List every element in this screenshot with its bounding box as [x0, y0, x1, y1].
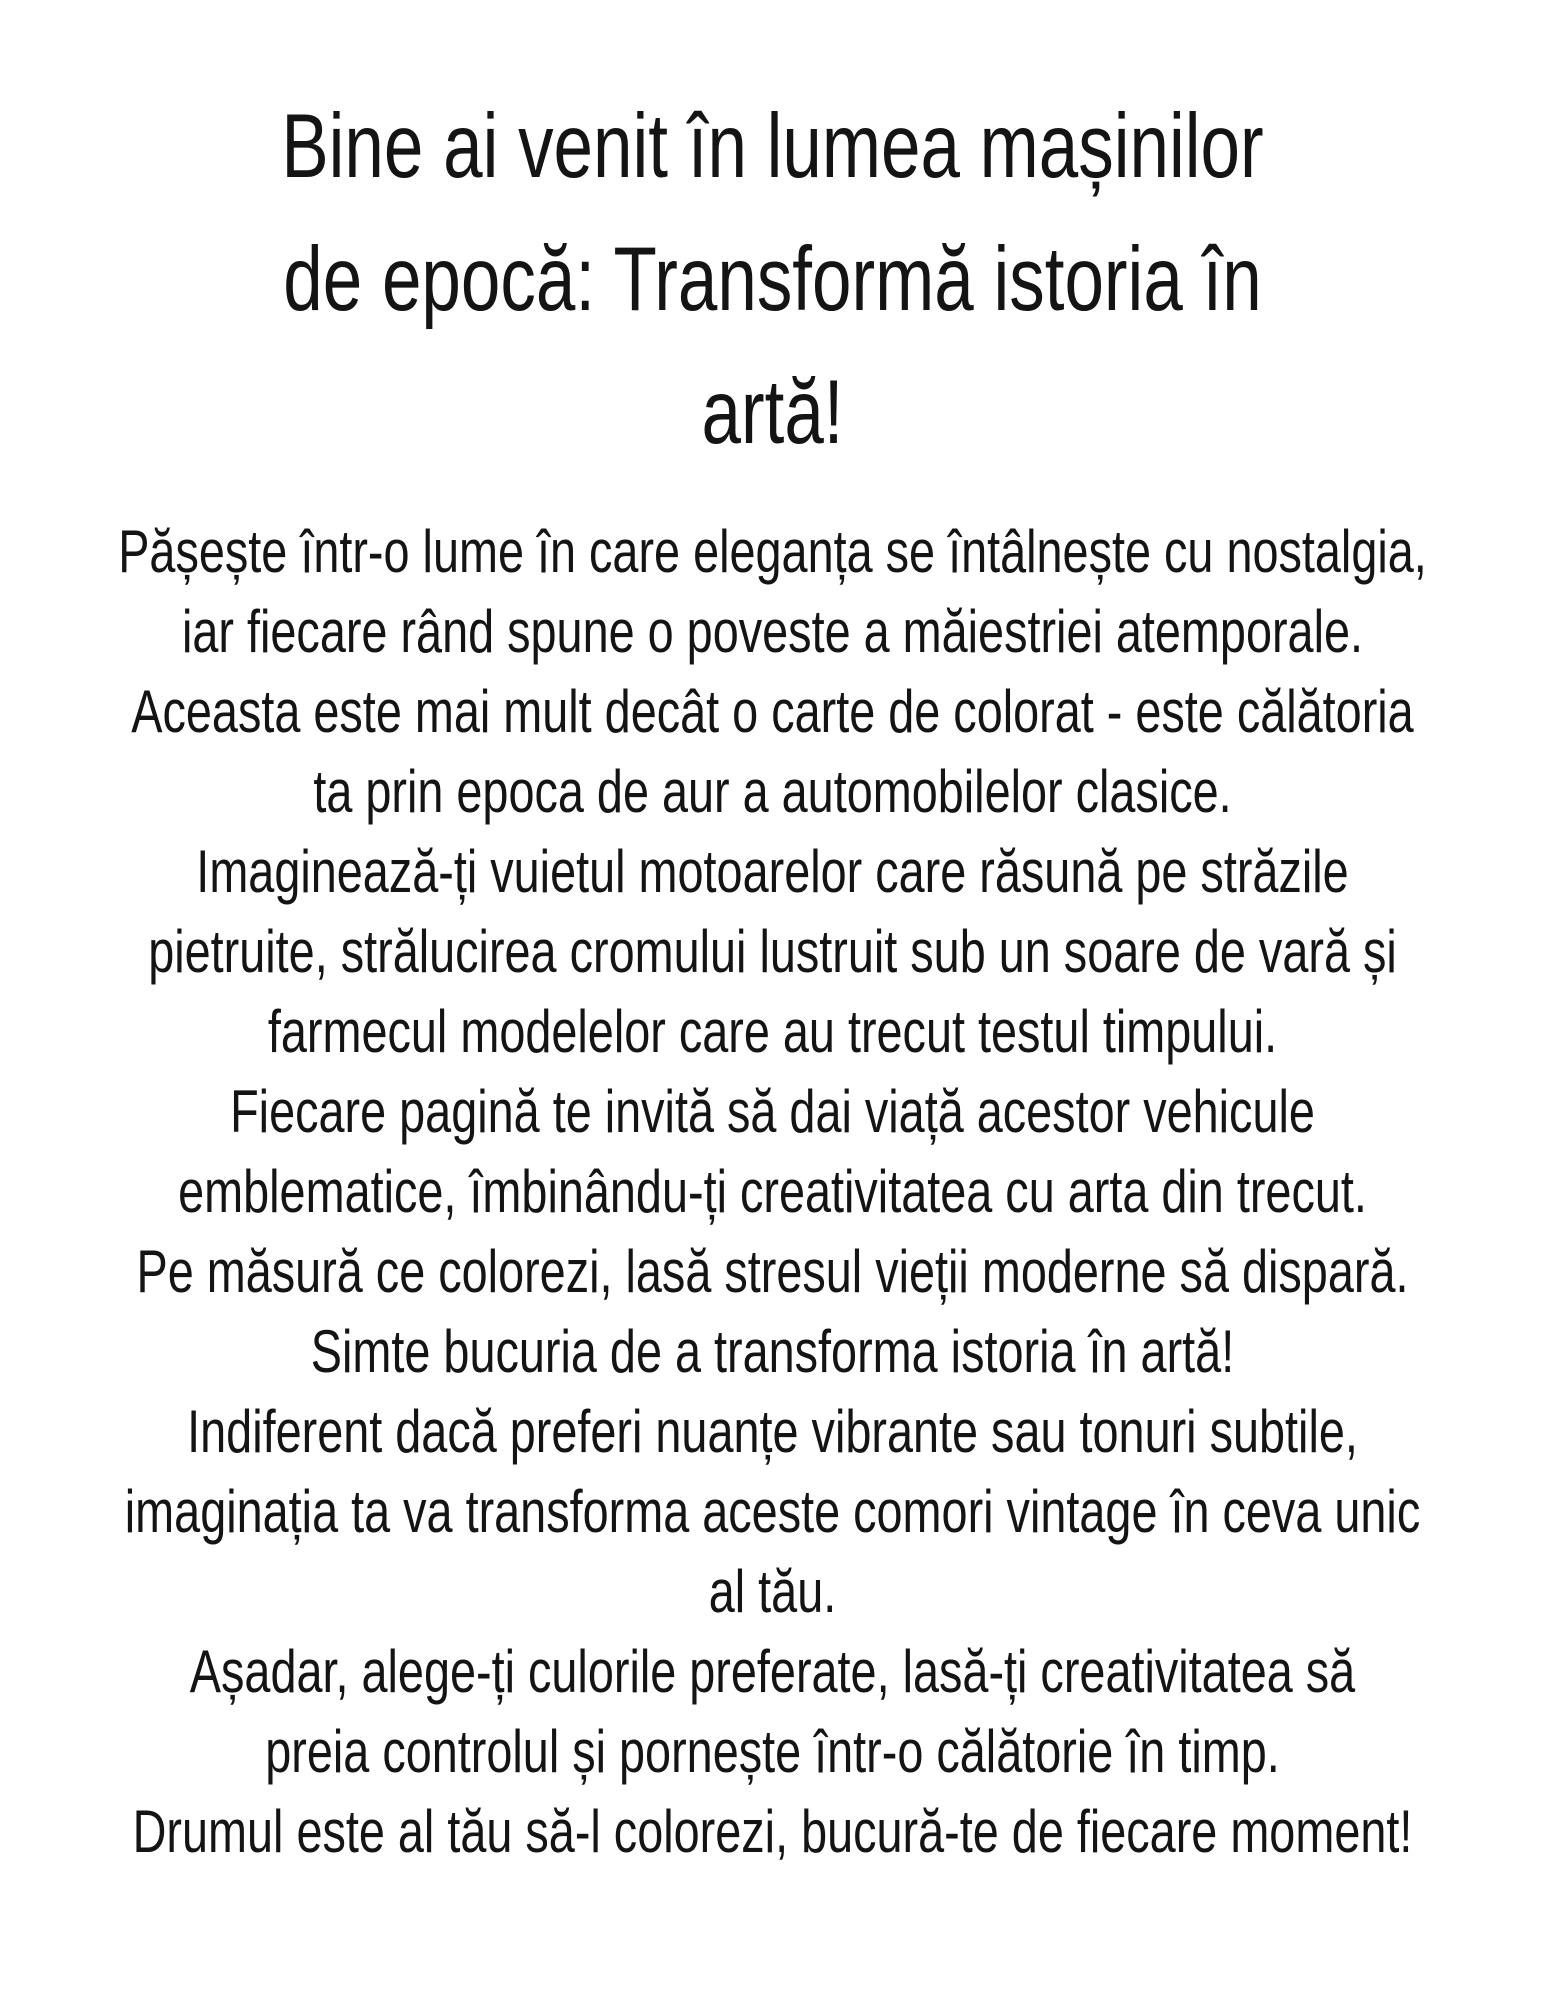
text-line: Indiferent dacă preferi nuanțe vibrante sau tonuri subtile, [187, 1398, 1358, 1465]
paragraph [0, 1392, 1545, 1632]
intro-paragraphs [0, 512, 1545, 1872]
text-line: Drumul este al tău să-l colorezi, bucură-te de fiecare moment! [132, 1798, 1413, 1865]
text-line: Așadar, alege-ți culorile preferate, lasă-ți creativitatea să [189, 1638, 1356, 1705]
paragraph [0, 1792, 1545, 1872]
text-line: Pășește într-o lume în care eleganța se întâlnește cu nostalgia, [118, 518, 1427, 585]
paragraph [0, 1072, 1545, 1232]
text-line: de epocă: Transformă istoria în [283, 229, 1262, 330]
text-line: al tău. [708, 1558, 837, 1625]
text-line: ta prin epoca de aur a automobilelor clasice. [313, 758, 1232, 825]
text-line: artă! [701, 362, 844, 463]
paragraph [0, 1632, 1545, 1792]
page-title [0, 80, 1545, 479]
text-line: Fiecare pagină te invită să dai viață acestor vehicule [230, 1078, 1315, 1145]
paragraph [0, 1232, 1545, 1312]
paragraph [0, 512, 1545, 672]
paragraph [0, 832, 1545, 1072]
text-line: Pe măsură ce colorezi, lasă stresul vieții moderne să dispară. [136, 1238, 1409, 1305]
text-line: pietruite, strălucirea cromului lustruit sub un soare de vară și [148, 918, 1397, 985]
text-line: Imaginează-ți vuietul motoarelor care răsună pe străzile [196, 838, 1349, 905]
text-line: preia controlul și pornește într-o călătorie în timp. [265, 1718, 1280, 1785]
text-line: Aceasta este mai mult decât o carte de colorat - este călătoria [131, 678, 1414, 745]
text-line: Simte bucuria de a transforma istoria în artă! [310, 1318, 1235, 1385]
text-line: farmecul modelelor care au trecut testul timpului. [267, 998, 1278, 1065]
paragraph [0, 672, 1545, 832]
paragraph [0, 1312, 1545, 1392]
text-line: iar fiecare rând spune o poveste a măiestriei atemporale. [181, 598, 1364, 665]
text-line: emblematice, îmbinându-ți creativitatea cu arta din trecut. [178, 1158, 1367, 1225]
text-line: imaginația ta va transforma aceste comori vintage în ceva unic [124, 1478, 1421, 1545]
text-line: Bine ai venit în lumea mașinilor [281, 96, 1264, 197]
